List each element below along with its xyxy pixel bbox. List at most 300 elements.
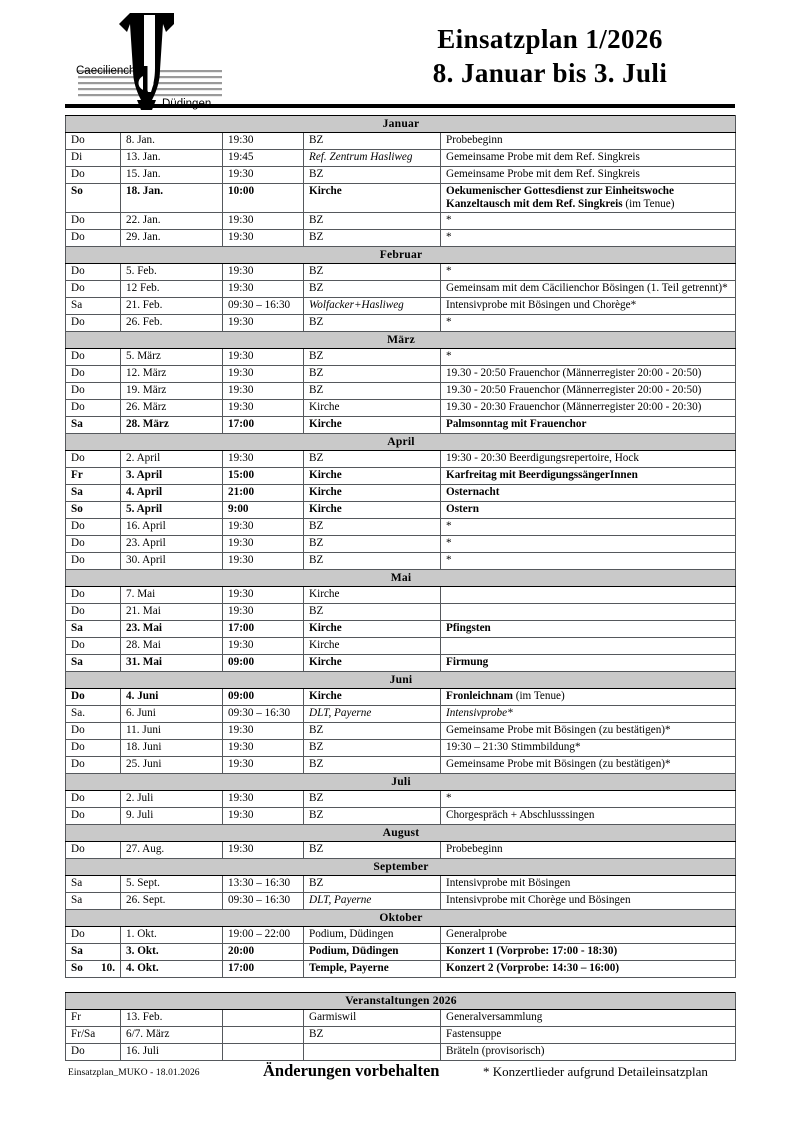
cell-place: BZ	[304, 349, 441, 366]
cell-description: *	[441, 553, 736, 570]
table-row	[66, 723, 736, 740]
cell-day	[66, 133, 121, 150]
table-row	[66, 213, 736, 230]
cell-description: Gemeinsame Probe mit Bösingen (zu bestätigen)*	[441, 757, 736, 774]
cell-place: BZ	[304, 519, 441, 536]
cell-time	[223, 1027, 304, 1044]
cell-day	[66, 298, 121, 315]
table-row	[66, 502, 736, 519]
cell-day	[66, 1027, 121, 1044]
cell-date: 27. Aug.	[121, 842, 223, 859]
table-row	[66, 706, 736, 723]
cell-description	[441, 638, 736, 655]
cell-date: 21. Mai	[121, 604, 223, 621]
cell-time: 19:30	[223, 167, 304, 184]
table-row	[66, 167, 736, 184]
cell-day	[66, 1044, 121, 1061]
cell-place: Kirche	[304, 184, 441, 213]
footer-file-ref: Einsatzplan_MUKO - 18.01.2026	[68, 1068, 200, 1078]
cell-day	[66, 893, 121, 910]
cell-time: 09:00	[223, 689, 304, 706]
cell-date: 8. Jan.	[121, 133, 223, 150]
cell-day	[66, 944, 121, 961]
table-row	[66, 893, 736, 910]
cell-time: 19:30	[223, 281, 304, 298]
day-label: Do	[71, 452, 85, 465]
cell-time: 09:00	[223, 655, 304, 672]
cell-place: BZ	[304, 740, 441, 757]
cell-day	[66, 757, 121, 774]
day-label: Do	[71, 214, 85, 227]
schedule-table	[65, 115, 736, 978]
cell-description: Probebeginn	[441, 133, 736, 150]
cell-time: 19:30	[223, 757, 304, 774]
cell-day	[66, 689, 121, 706]
cell-date: 7. Mai	[121, 587, 223, 604]
cell-description: Gemeinsame Probe mit dem Ref. Singkreis	[441, 150, 736, 167]
table-row	[66, 451, 736, 468]
cell-time: 19:30	[223, 638, 304, 655]
cell-day	[66, 791, 121, 808]
cell-time: 19:30	[223, 451, 304, 468]
cell-place: Wolfacker+Hasliweg	[304, 298, 441, 315]
day-label: Do	[71, 741, 85, 754]
cell-time	[223, 1044, 304, 1061]
cell-time	[223, 1010, 304, 1027]
cell-time: 19:00 – 22:00	[223, 927, 304, 944]
cell-date: 4. April	[121, 485, 223, 502]
cell-place: Kirche	[304, 689, 441, 706]
cell-day	[66, 417, 121, 434]
day-label: Do	[71, 690, 85, 703]
cell-description: *	[441, 264, 736, 281]
cell-time: 09:30 – 16:30	[223, 298, 304, 315]
month-label: April	[66, 434, 736, 451]
cell-date: 19. März	[121, 383, 223, 400]
cell-description: Generalversammlung	[441, 1010, 736, 1027]
table-row	[66, 740, 736, 757]
cell-day	[66, 553, 121, 570]
cell-day	[66, 366, 121, 383]
cell-place: BZ	[304, 213, 441, 230]
cell-place: Podium, Düdingen	[304, 944, 441, 961]
cell-place: BZ	[304, 366, 441, 383]
cell-day	[66, 723, 121, 740]
day-label: Do	[71, 758, 85, 771]
cell-date: 31. Mai	[121, 655, 223, 672]
description-line: Oekumenischer Gottesdienst zur Einheitswoche	[446, 185, 674, 197]
cell-time: 19:30	[223, 740, 304, 757]
cell-description: *	[441, 315, 736, 332]
table-row	[66, 264, 736, 281]
day-label: Do	[71, 792, 85, 805]
month-header-row	[66, 570, 736, 587]
day-label: Do	[71, 384, 85, 397]
cell-date: 5. März	[121, 349, 223, 366]
cell-place: BZ	[304, 167, 441, 184]
cell-date: 5. Sept.	[121, 876, 223, 893]
cell-time: 9:00	[223, 502, 304, 519]
cell-date: 16. April	[121, 519, 223, 536]
cell-day	[66, 230, 121, 247]
table-row	[66, 876, 736, 893]
events-table	[65, 992, 736, 1061]
footer-notice: Änderungen vorbehalten	[263, 1061, 440, 1080]
cell-time: 19:30	[223, 519, 304, 536]
day-label: Sa.	[71, 707, 85, 720]
cell-date: 25. Juni	[121, 757, 223, 774]
day-label: Fr	[71, 469, 83, 482]
cell-place: Temple, Payerne	[304, 961, 441, 978]
footer-legend: * Konzertlieder aufgrund Detaileinsatzplan	[483, 1064, 708, 1079]
cell-time: 19:30	[223, 133, 304, 150]
day-label: Do	[71, 367, 85, 380]
month-label: Januar	[66, 116, 736, 133]
cell-day	[66, 400, 121, 417]
day-label: Sa	[71, 622, 83, 635]
cell-date: 9. Juli	[121, 808, 223, 825]
day-label: Do	[71, 520, 85, 533]
cell-description: Pfingsten	[441, 621, 736, 638]
cell-description: Karfreitag mit BeerdigungssängerInnen	[441, 468, 736, 485]
table-row	[66, 485, 736, 502]
day-label: Do	[71, 554, 85, 567]
cell-day	[66, 451, 121, 468]
cell-day	[66, 349, 121, 366]
page-title	[280, 22, 800, 90]
cell-place: DLT, Payerne	[304, 893, 441, 910]
header-divider	[65, 104, 735, 108]
cell-day	[66, 1010, 121, 1027]
cell-description: Chorgespräch + Abschlusssingen	[441, 808, 736, 825]
cell-day	[66, 604, 121, 621]
month-header-row	[66, 910, 736, 927]
cell-day	[66, 485, 121, 502]
cell-place: Kirche	[304, 400, 441, 417]
description-line: Kanzeltausch mit dem Ref. Singkreis (im Tenue)	[446, 198, 675, 211]
day-extra-label: 10.	[101, 962, 115, 975]
cell-day	[66, 587, 121, 604]
cell-time: 13:30 – 16:30	[223, 876, 304, 893]
cell-day	[66, 213, 121, 230]
cell-place: Kirche	[304, 621, 441, 638]
cell-description: Ostern	[441, 502, 736, 519]
cell-date: 3. April	[121, 468, 223, 485]
cell-description: Intensivprobe mit Bösingen	[441, 876, 736, 893]
cell-day	[66, 150, 121, 167]
cell-date: 18. Juni	[121, 740, 223, 757]
day-label: Sa	[71, 894, 83, 907]
month-label: Veranstaltungen 2026	[66, 993, 736, 1010]
cell-date: 6/7. März	[121, 1027, 223, 1044]
cell-time: 19:30	[223, 264, 304, 281]
cell-date: 6. Juni	[121, 706, 223, 723]
day-label: Do	[71, 401, 85, 414]
cell-place: Kirche	[304, 468, 441, 485]
month-header-row	[66, 116, 736, 133]
cell-description: 19.30 - 20:50 Frauenchor (Männerregister 20:00 - 20:50)	[441, 366, 736, 383]
table-row	[66, 150, 736, 167]
day-label: Sa	[71, 945, 83, 958]
cell-date: 4. Juni	[121, 689, 223, 706]
month-label: August	[66, 825, 736, 842]
cell-description: Palmsonntag mit Frauenchor	[441, 417, 736, 434]
cell-place	[304, 1044, 441, 1061]
cell-date: 23. Mai	[121, 621, 223, 638]
cell-place: BZ	[304, 808, 441, 825]
cell-time: 17:00	[223, 961, 304, 978]
day-label: Do	[71, 605, 85, 618]
table-row	[66, 383, 736, 400]
table-row	[66, 638, 736, 655]
description-note: (im Tenue)	[622, 198, 675, 211]
table-row	[66, 655, 736, 672]
cell-date: 15. Jan.	[121, 167, 223, 184]
description-note: (im Tenue)	[512, 690, 565, 703]
cell-day	[66, 519, 121, 536]
month-header-row	[66, 672, 736, 689]
cell-day	[66, 808, 121, 825]
table-row	[66, 927, 736, 944]
table-row	[66, 298, 736, 315]
cell-time: 09:30 – 16:30	[223, 893, 304, 910]
day-label: Di	[71, 151, 83, 163]
table-row	[66, 468, 736, 485]
title-line-2: 8. Januar bis 3. Juli	[432, 58, 668, 88]
cell-description: *	[441, 791, 736, 808]
cell-description	[441, 587, 736, 604]
cell-time: 10:00	[223, 184, 304, 213]
cell-description: Probebeginn	[441, 842, 736, 859]
table-row	[66, 791, 736, 808]
cell-date: 22. Jan.	[121, 213, 223, 230]
cell-date: 30. April	[121, 553, 223, 570]
cell-time: 17:00	[223, 417, 304, 434]
cell-place: BZ	[304, 281, 441, 298]
cell-place: BZ	[304, 553, 441, 570]
document-header	[65, 0, 735, 110]
table-row	[66, 621, 736, 638]
cell-time: 19:30	[223, 536, 304, 553]
month-header-row	[66, 825, 736, 842]
day-label: Sa	[71, 656, 83, 669]
table-row	[66, 961, 736, 978]
table-row	[66, 587, 736, 604]
cell-date: 5. April	[121, 502, 223, 519]
cell-time: 19:30	[223, 400, 304, 417]
table-row	[66, 689, 736, 706]
table-row	[66, 400, 736, 417]
cell-place: BZ	[304, 230, 441, 247]
cell-day	[66, 638, 121, 655]
cell-place: BZ	[304, 1027, 441, 1044]
cell-time: 19:30	[223, 315, 304, 332]
table-row	[66, 133, 736, 150]
day-label: Do	[71, 588, 85, 601]
cell-time: 19:30	[223, 349, 304, 366]
cell-day	[66, 655, 121, 672]
svg-text:Caecilienchor: Caecilienchor	[76, 65, 146, 77]
day-label: Do	[71, 231, 85, 244]
table-row	[66, 184, 736, 213]
day-label: So	[71, 962, 83, 975]
cell-place: Kirche	[304, 417, 441, 434]
cell-time: 19:30	[223, 604, 304, 621]
cell-place: Podium, Düdingen	[304, 927, 441, 944]
cell-date: 11. Juni	[121, 723, 223, 740]
cell-time: 21:00	[223, 485, 304, 502]
day-label: Do	[71, 316, 85, 329]
month-header-row	[66, 859, 736, 876]
caecilienchor-duedingen-logo	[70, 10, 230, 110]
cell-description: *	[441, 519, 736, 536]
cell-time: 19:30	[223, 587, 304, 604]
cell-day	[66, 383, 121, 400]
day-label: Sa	[71, 877, 83, 890]
cell-place: Ref. Zentrum Hasliweg	[304, 150, 441, 167]
cell-time: 19:30	[223, 553, 304, 570]
cell-date: 29. Jan.	[121, 230, 223, 247]
day-label: Do	[71, 809, 85, 822]
cell-description: 19.30 - 20:30 Frauenchor (Männerregister 20:00 - 20:30)	[441, 400, 736, 417]
cell-description: Intensivprobe*	[441, 706, 736, 723]
cell-description: Generalprobe	[441, 927, 736, 944]
month-label: September	[66, 859, 736, 876]
cell-description	[441, 604, 736, 621]
cell-date: 13. Feb.	[121, 1010, 223, 1027]
cell-date: 26. Sept.	[121, 893, 223, 910]
table-row	[66, 366, 736, 383]
cell-day	[66, 621, 121, 638]
cell-description: Gemeinsam mit dem Cäcilienchor Bösingen (1. Teil getrennt)*	[441, 281, 736, 298]
cell-time: 20:00	[223, 944, 304, 961]
cell-day	[66, 876, 121, 893]
cell-date: 28. Mai	[121, 638, 223, 655]
cell-description: 19:30 - 20:30 Beerdigungsrepertoire, Hock	[441, 451, 736, 468]
cell-date: 26. Feb.	[121, 315, 223, 332]
month-header-row	[66, 434, 736, 451]
cell-description: *	[441, 349, 736, 366]
cell-date: 3. Okt.	[121, 944, 223, 961]
cell-place: Kirche	[304, 502, 441, 519]
table-row	[66, 281, 736, 298]
cell-description: Fronleichnam (im Tenue)	[441, 689, 736, 706]
table-row	[66, 519, 736, 536]
day-label: Sa	[71, 418, 83, 431]
title-line-1: Einsatzplan 1/2026	[437, 24, 663, 54]
day-label: Do	[71, 724, 85, 737]
cell-description: Fastensuppe	[441, 1027, 736, 1044]
cell-day	[66, 281, 121, 298]
cell-place: BZ	[304, 876, 441, 893]
table-row	[66, 230, 736, 247]
month-label: März	[66, 332, 736, 349]
table-row	[66, 757, 736, 774]
cell-place: BZ	[304, 723, 441, 740]
cell-description: Bräteln (provisorisch)	[441, 1044, 736, 1061]
table-row	[66, 604, 736, 621]
cell-day	[66, 167, 121, 184]
day-label: Do	[71, 168, 85, 180]
table-row	[66, 1027, 736, 1044]
cell-day	[66, 502, 121, 519]
cell-date: 1. Okt.	[121, 927, 223, 944]
cell-place: BZ	[304, 383, 441, 400]
cell-place: Kirche	[304, 485, 441, 502]
cell-time: 19:30	[223, 230, 304, 247]
cell-date: 5. Feb.	[121, 264, 223, 281]
cell-place: Kirche	[304, 638, 441, 655]
cell-day	[66, 961, 121, 978]
month-header-row	[66, 332, 736, 349]
cell-place: Garmiswil	[304, 1010, 441, 1027]
cell-description: Gemeinsame Probe mit Bösingen (zu bestätigen)*	[441, 723, 736, 740]
table-row	[66, 944, 736, 961]
day-label: So	[71, 503, 83, 516]
cell-place: BZ	[304, 842, 441, 859]
month-label: Februar	[66, 247, 736, 264]
cell-place: Kirche	[304, 587, 441, 604]
cell-date: 18. Jan.	[121, 184, 223, 213]
cell-description: *	[441, 536, 736, 553]
cell-day	[66, 315, 121, 332]
day-label: Do	[71, 350, 85, 363]
cell-place: BZ	[304, 264, 441, 281]
cell-time: 09:30 – 16:30	[223, 706, 304, 723]
day-label: Do	[71, 282, 85, 295]
day-label: Do	[71, 265, 85, 278]
cell-time: 19:30	[223, 213, 304, 230]
table-row	[66, 349, 736, 366]
month-header-row	[66, 774, 736, 791]
table-row	[66, 553, 736, 570]
cell-description: Konzert 1 (Vorprobe: 17:00 - 18:30)	[441, 944, 736, 961]
cell-description	[441, 184, 736, 213]
cell-day	[66, 264, 121, 281]
cell-time: 19:30	[223, 366, 304, 383]
cell-place: BZ	[304, 604, 441, 621]
day-label: Do	[71, 134, 85, 146]
month-header-row	[66, 247, 736, 264]
cell-description: *	[441, 230, 736, 247]
cell-description: Gemeinsame Probe mit dem Ref. Singkreis	[441, 167, 736, 184]
cell-time: 19:30	[223, 791, 304, 808]
cell-place: BZ	[304, 133, 441, 150]
cell-date: 2. Juli	[121, 791, 223, 808]
cell-description: 19:30 – 21:30 Stimmbildung*	[441, 740, 736, 757]
cell-time: 19:30	[223, 723, 304, 740]
table-gap	[65, 978, 735, 987]
cell-day	[66, 842, 121, 859]
cell-day	[66, 740, 121, 757]
cell-time: 19:30	[223, 383, 304, 400]
day-label: Sa	[71, 486, 83, 499]
cell-place: BZ	[304, 451, 441, 468]
cell-place: BZ	[304, 757, 441, 774]
cell-time: 19:45	[223, 150, 304, 167]
cell-date: 2. April	[121, 451, 223, 468]
cell-day	[66, 706, 121, 723]
cell-day	[66, 184, 121, 213]
cell-description: Konzert 2 (Vorprobe: 14:30 – 16:00)	[441, 961, 736, 978]
table-row	[66, 1010, 736, 1027]
cell-day	[66, 927, 121, 944]
table-row	[66, 842, 736, 859]
cell-time: 17:00	[223, 621, 304, 638]
cell-description: Intensivprobe mit Chorège und Bösingen	[441, 893, 736, 910]
cell-time: 19:30	[223, 808, 304, 825]
day-label: Sa	[71, 299, 83, 312]
